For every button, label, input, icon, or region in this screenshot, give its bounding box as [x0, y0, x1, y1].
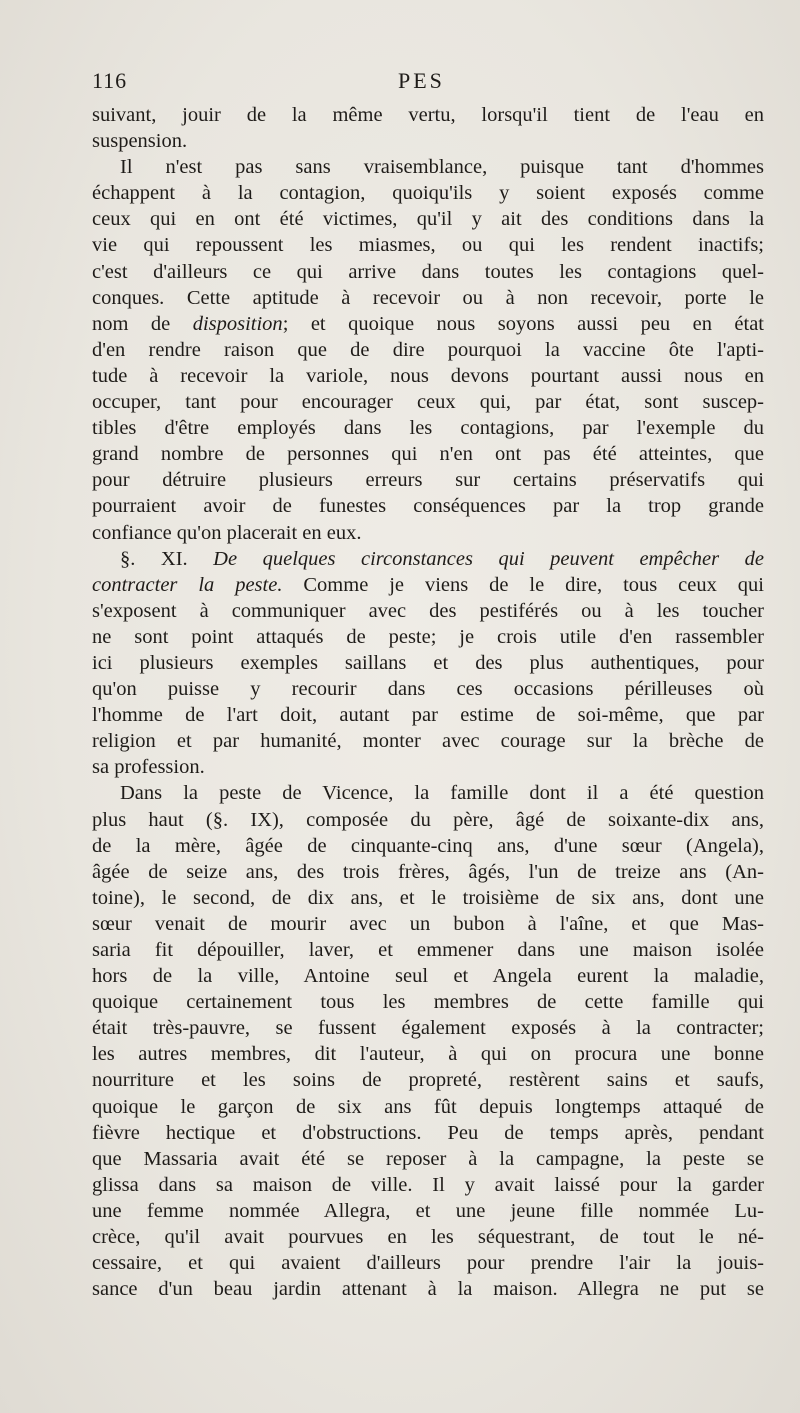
text-line: c'est d'ailleurs ce qui arrive dans toutes les contagions quel-: [92, 260, 764, 283]
text-line: tude à recevoir la variole, nous devons pourtant aussi nous en: [92, 364, 764, 387]
text-line: sœur venait de mourir avec un bubon à l'aîne, et que Mas-: [92, 912, 764, 935]
text-line: religion et par humanité, monter avec courage sur la brèche de: [92, 730, 764, 753]
italic-run: disposition: [192, 312, 283, 335]
text-line: Il n'est pas sans vraisemblance, puisque tant d'hommes: [120, 156, 764, 179]
italic-run: De quelques circonstances qui peuvent empêcher de: [213, 547, 764, 570]
text-run: Comme je viens de le dire, tous ceux qui: [282, 573, 764, 596]
text-line: [92, 572, 764, 598]
text-line: conques. Cette aptitude à recevoir ou à non recevoir, porte le: [92, 286, 764, 309]
text-line: suivant, jouir de la même vertu, lorsqu'il tient de l'eau en: [92, 104, 764, 126]
text-line: vie qui repoussent les miasmes, ou qui les rendent inactifs;: [92, 234, 764, 257]
text-line: glissa dans sa maison de ville. Il y avait laissé pour la garder: [92, 1173, 764, 1196]
text-line: pourraient avoir de funestes conséquences par la trop grande: [92, 495, 764, 518]
text-line: échappent à la contagion, quoiqu'ils y soient exposés comme: [92, 182, 764, 205]
text-line: pour détruire plusieurs erreurs sur certains préservatifs qui: [92, 469, 764, 492]
text-line: saria fit dépouiller, laver, et emmener dans une maison isolée: [92, 939, 764, 961]
text-line: suspension.: [92, 130, 188, 153]
text-run: nom de: [92, 312, 193, 335]
text-line: quoique certainement tous les membres de cette famille qui: [92, 991, 764, 1014]
text-line: hors de la ville, Antoine seul et Angela eurent la maladie,: [92, 965, 764, 988]
text-line: grand nombre de personnes qui n'en ont pas été atteintes, que: [92, 443, 764, 466]
text-line: tibles d'être employés dans les contagions, par l'exemple du: [92, 417, 764, 440]
text-line: crèce, qu'il avait pourvues en les séquestrant, de tout le né-: [92, 1226, 764, 1249]
text-line: d'en rendre raison que de dire pourquoi la vaccine ôte l'apti-: [92, 338, 764, 361]
body-text: [92, 102, 764, 1302]
page-number: 116: [92, 68, 128, 93]
running-head: PES: [398, 68, 445, 93]
text-line: ceux qui en ont été victimes, qu'il y ait des conditions dans la: [92, 208, 764, 231]
text-line: cessaire, et qui avaient d'ailleurs pour prendre l'air la jouis-: [92, 1252, 764, 1275]
text-line: fièvre hectique et d'obstructions. Peu de temps après, pendant: [92, 1121, 764, 1144]
text-line: ici plusieurs exemples saillans et des plus authentiques, pour: [92, 651, 764, 674]
text-line: confiance qu'on placerait en eux.: [92, 521, 362, 544]
text-line: que Massaria avait été se reposer à la campagne, la peste se: [92, 1147, 764, 1170]
text-line: plus haut (§. IX), composée du père, âgé de soixante-dix ans,: [92, 808, 764, 831]
text-line: occuper, tant pour encourager ceux qui, par état, sont suscep-: [92, 391, 764, 414]
text-line: était très-pauvre, se fussent également exposés à la contracter;: [92, 1017, 764, 1040]
text-line: les autres membres, dit l'auteur, à qui on procura une bonne: [92, 1043, 764, 1066]
text-line: nourriture et les soins de propreté, restèrent sains et saufs,: [92, 1069, 764, 1092]
italic-run: contracter la peste.: [92, 573, 283, 596]
text-line: toine), le second, de dix ans, et le troisième de six ans, dont une: [92, 886, 764, 909]
text-line: Dans la peste de Vicence, la famille dont il a été question: [120, 782, 764, 805]
text-line: ne sont point attaqués de peste; je crois utile d'en rassembler: [92, 625, 764, 648]
text-line: [92, 311, 764, 337]
text-line: qu'on puisse y recourir dans ces occasions périlleuses où: [92, 678, 764, 701]
text-line: sance d'un beau jardin attenant à la maison. Allegra ne put se: [92, 1278, 764, 1301]
text-line: s'exposent à communiquer avec des pestiférés ou à les toucher: [92, 599, 764, 622]
text-line: âgée de seize ans, des trois frères, âgés, l'un de treize ans (An-: [92, 860, 764, 883]
text-run: §. XI.: [120, 547, 214, 570]
text-line: quoique le garçon de six ans fût depuis longtemps attaqué de: [92, 1095, 764, 1118]
text-run: ; et quoique nous soyons aussi peu en état: [282, 312, 764, 335]
text-line: sa profession.: [92, 756, 205, 779]
text-line: de la mère, âgée de cinquante-cinq ans, d'une sœur (Angela),: [92, 834, 764, 857]
text-line: [92, 546, 764, 572]
text-line: l'homme de l'art doit, autant par estime de soi-même, que par: [92, 704, 764, 727]
text-line: une femme nommée Allegra, et une jeune fille nommée Lu-: [92, 1199, 764, 1222]
